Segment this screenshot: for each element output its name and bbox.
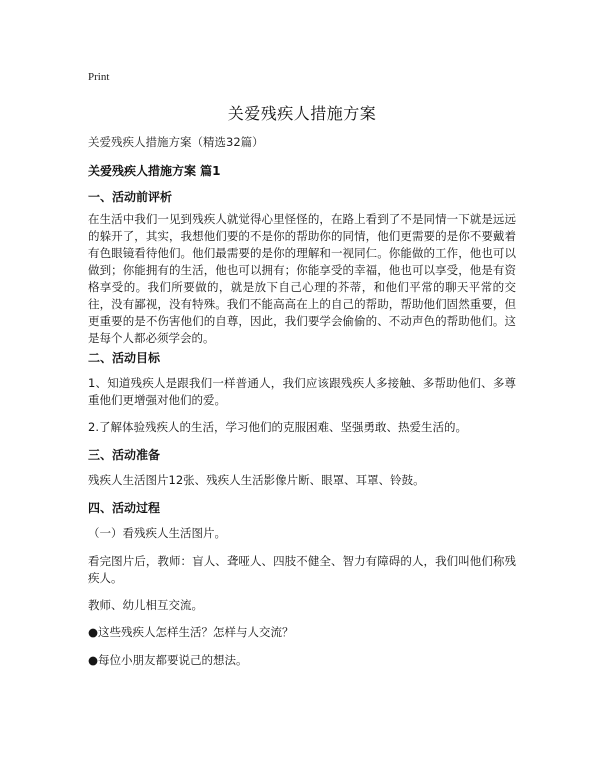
process-bullet-2: ●每位小朋友都要说己的想法。 — [88, 653, 248, 667]
process-paragraph-3: 教师、幼儿相互交流。 — [88, 598, 203, 612]
section-heading-preparation: 三、活动准备 — [88, 448, 161, 462]
page-title: 关爱残疾人措施方案 — [227, 104, 377, 123]
section-paragraph-evaluation: 在生活中我们一见到残疾人就觉得心里怪怪的，在路上看到了不是同情一下就是远远的躲开了，其实，我想他们要的不是你的帮助你的同情，他们更需要的是你不要戴着有色眼镜看待他们。他们最需要的是你的理解和一视同仁。你能做的工作，他也可以做到；你能拥有的生活，他也可以拥有；你能享受的幸福，他也可以享受，他是有资格享受的。我们所要做的，就是放下自己心理的芥蒂，和他们平常的聊天平常的交往，没有鄙视，没有特殊。我们不能高高在上的自己的帮助，帮助他们固然重要，但更重要的是不伤害他们的自尊，因此，我们要学会偷偷的、不动声色的帮助他们。这是每个人都必须学会的。 — [88, 212, 516, 345]
section-paragraph-preparation: 残疾人生活图片12张、残疾人生活影像片断、眼罩、耳罩、铃鼓。 — [88, 473, 425, 487]
process-paragraph-2: 看完图片后，教师：盲人、聋哑人、四肢不健全、智力有障碍的人，我们叫他们称残疾人。 — [88, 554, 516, 585]
section-heading-evaluation: 一、活动前评析 — [88, 190, 173, 204]
process-bullet-1: ●这些残疾人怎样生活？怎样与人交流？ — [88, 625, 294, 639]
process-step-1: （一）看残疾人生活图片。 — [88, 526, 226, 540]
document-subtitle: 关爱残疾人措施方案（精选32篇） — [88, 135, 264, 149]
goal-item-2: 2.了解体验残疾人的生活，学习他们的克服困难、坚强勇敢、热爱生活的。 — [88, 420, 467, 434]
print-link[interactable]: Print — [88, 71, 110, 83]
section-heading-goals: 二、活动目标 — [88, 351, 161, 365]
section-heading-process: 四、活动过程 — [88, 501, 161, 515]
goal-item-1: 1、知道残疾人是跟我们一样普通人，我们应该跟残疾人多接触、多帮助他们、多尊重他们更增强对他们的爱。 — [88, 376, 516, 407]
article-heading: 关爱残疾人措施方案 篇1 — [88, 164, 221, 178]
